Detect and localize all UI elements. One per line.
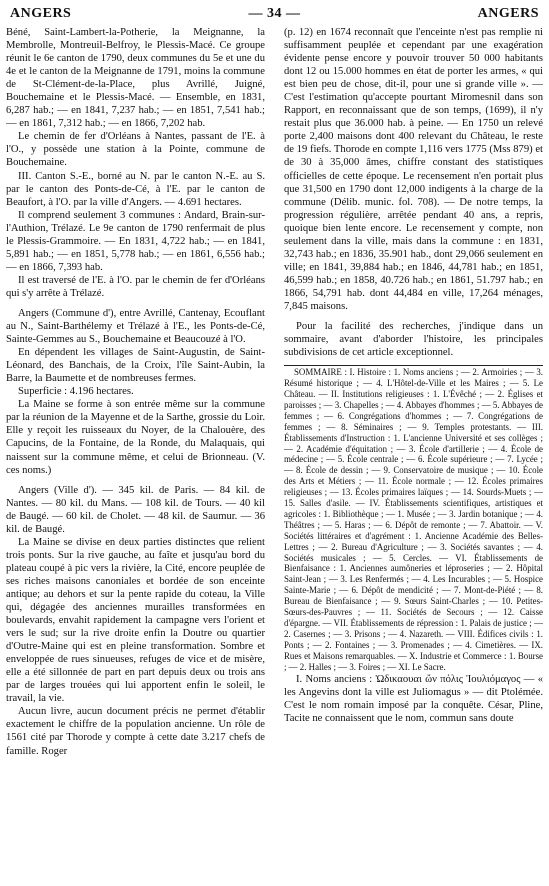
paragraph: Il comprend seulement 3 communes : Andard, Brain-sur-l'Authion, Trélazé. Le 9e canton de 1790 renfermait de plus le Plessis-Grammoire. — En 1831, 4,722 hab.; — en 1841, 5,891 hab.; — en 1851, 5,778 hab.; — en 1861, 6,556 hab.; — en 1866, 7,393 hab. — [6, 209, 265, 273]
paragraph: Superficie : 4.196 hectares. — [18, 386, 134, 398]
paragraph: Aucun livre, aucun document précis ne permet d'établir exactement le chiffre de la population ancienne. Un rôle de 1561 cité par Thorode y compte à cette date 3.217 chefs de famille. Roger — [6, 706, 265, 757]
right-column — [284, 26, 543, 882]
header-left-title: ANGERS — [10, 6, 72, 21]
paragraph: La Maine se forme à son entrée même sur la commune par la réunion de la Mayenne et de la Sarthe, grossie du Loir. Elle y reçoit les ruisseaux du Noyer, de la Chalouère, des Capucins, de la Fontaine, de la Ronde, du Malaquais, qui naissent sur la commune même, et celui de Brionneau. (V. ces noms.) — [6, 399, 265, 476]
paragraph: Il est traversé de l'E. à l'O. par le chemin de fer d'Orléans qui s'y arrête à Trélazé. — [6, 274, 265, 299]
sommaire-text: SOMMAIRE : I. Histoire : 1. Noms anciens ; — 2. Armoiries ; — 3. Résumé historique ; — 4. L'Hôtel-de-Ville et les Maires ; — 5. Le Château. — II. Institutions religieuses : 1. L'Évêché ; — 2. Églises et paroisses ; — 3. Chapelles ; — 4. Abbayes d'hommes ; — 5. Abbayes de femmes ; — 6. Congrégations d'hommes ; — 7. Congrégations de femmes ; — 8. Séminaires ; — 9. Temples protestants. — III. Établissements d'Instruction : 1. L'ancienne Université et ses collèges ; — 2. Académie d'équitation ; — 3. École d'artillerie ; — 4. École de médecine ; — 5. École centrale ; — 6. École supérieure ; — 7. Lycée ; — 8. École de dessin ; — 9. Conservatoire de musique ; — 10. École des Arts et Métiers ; — 11. École normale ; — 12. Écoles primaires religieuses ; — 13. Écoles primaires laïques ; — 14. Sourds-Muets ; — 15. Salles d'asile. — IV. Établissements scientifiques, artistiques et agricoles : 1. Bibliothèque ; — 1. Musée ; — 3. Jardin botanique ; — 4. Théâtres ; — 5. Haras ; — 6. Dépôt de remonte ; — 7. Abattoir. — V. Sociétés littéraires et d'agrément : 1. Ancienne Académie des Belles-Lettres ; — 2. Bureau d'Agriculture ; — 3. Sociétés savantes ; — 4. Sociétés musicales ; — 5. Cercles. — VI. Établissements de Bienfaisance : 1. Anciennes aumôneries et léproseries ; — 2. Hôpital Saint-Jean ; — 3. Les Renfermés ; — 4. Les Incurables ; — 5. Hospice Sainte-Marie ; — 6. Dépôt de mendicité ; — 7. Mont-de-Piété ; — 8. Bureau de Bienfaisance ; — 9. Sœurs Saint-Charles ; — 10. Petites-Sœurs-des-Pauvres ; — 11. Sociétés de Secours ; — 12. Caisse d'épargne. — VII. Établissements de répression : 1. Palais de justice ; — 2. Casernes ; — 3. Prisons ; — 4. Nazareth. — VIII. Édifices civils : 1. Ponts ; — 2. Fontaines ; — 3. Promenades ; — 4. Cimetières. — IX. Rues et Maisons remarquables. — X. Industrie et Commerce : 1. Bourse ; — 2. Halles ; — 3. Foires ; — XI. Le Sacre. — [284, 367, 543, 672]
entry-angers-commune: Angers (Commune d'), entre Avrillé, Cantenay, Ecouflant au N., Saint-Barthélemy et Trélazé à l'E., les Ponts-de-Cé, Sainte-Gemmes au S., Bouchemaine et Beaucouzé à l'O. — [6, 307, 265, 346]
header-right-title: ANGERS — [477, 6, 539, 21]
entry-angers-ville: Angers (Ville d'). — 345 kil. de Paris. — 84 kil. de Nantes. — 80 kil. du Mans. — 108 kil. de Tours. — 40 kil de Baugé. — 60 kil. de Cholet. — 48 kil. de Saumur. — 36 kil. de Baugé. — [6, 484, 265, 535]
paragraph: Pour la facilité des recherches, j'indique dans un sommaire, avant d'aborder l'histoire, les principales subdivisions de cet article exceptionnel. — [284, 321, 543, 359]
paragraph: En dépendent les villages de Saint-Augustin, de Saint-Léonard, des Banchais, de la Croix, l'île Saint-Aubin, la Barre, la Baumette et de nombreuses fermes. — [6, 347, 265, 385]
left-column — [6, 26, 265, 882]
paragraph: La Maine se divise en deux parties distinctes que relient trois ponts. Sur la rive gauche, au faîte et jusqu'au bord du plateau coupé à pic vers la rivière, la Cité, encore peuplée de ses riches maisons canoniales et bordée de son enceinte antique; au dehors et sur la pente rapide du coteau, la Ville qui, dégagée des anciennes murailles transformées en boulevards, envahit rapidement la campagne vers l'orient et vers le sud; sur la rive droite enfin la Doutre ou quartier d'Outre-Maine qui est en pleine transformation. Sombre et enveloppée de rues sinueuses, refuges de vice et de misère, elle a été sillonnée de part en part depuis deux ou trois ans par de larges trouées qui lui apportent enfin le soleil, le travail, la vie. — [6, 536, 265, 705]
page-number: — 34 — — [248, 6, 301, 21]
paragraph: Béné, Saint-Lambert-la-Potherie, la Meignanne, la Membrolle, Montreuil-Belfroy, le Plessis-Macé. Ce groupe réunit le 6e canton de 1790, deux communes du 5e et une du 4e et le canton de la Meignanne de 1791, moins la commune de St-Clément-de-la-Place, plus Avrillé, Juigné, Bouchemaine et le Plessis-Macé. — Ensemble, en 1831, 6,287 hab.; — en 1841, 7,237 hab.; — en 1851, 7,541 hab.; — en 1861, 7,312 hab.; — en 1866, 7,202 hab. — [6, 27, 265, 130]
sommaire-block — [284, 365, 543, 672]
paragraph-noms-anciens: I. Noms anciens : Ὠδικαουαι ὤν πόλις Ἰουλιόμαγος — « les Angevins dont la ville est Juliomagus » — dit Ptolémée. C'est le nom romain imposé par la conquête. César, Pline, Tacite ne connaissent que le nom, commun sans doute — [284, 673, 543, 724]
paragraph: Le chemin de fer d'Orléans à Nantes, passant de l'E. à l'O., y possède une station à la Pointe, commune de Bouchemaine. — [6, 131, 265, 169]
paragraph: III. Canton S.-E., borné au N. par le canton N.-E. au S. par le canton des Ponts-de-Cé, à l'E. par le canton de Beaufort, à l'O. par la ville d'Angers. — 4.691 hectares. — [6, 170, 265, 208]
paragraph: (p. 12) en 1674 reconnaît que l'enceinte n'est pas remplie ni suffisamment peuplée et cependant par une exagération évidente pense encore y pouvoir trouver 50 000 habitants dont 12 ou 15.000 hommes en état de porter les armes, « qui est bien peu de chose, dit-il, pour une si grande ville ». — C'est l'estimation qu'accepte pourtant Miromesnil dans son Rapport, en reconnaissant que de son temps, (1699), il n'y restait plus que 36.000 hab. à peine. — En 1750 un relevé porte 2,400 maisons dont 400 relevant du Château, le reste de 19 fiefs. Thorode en compte 1,116 vers 1775 (Mss 879) et de 30 à 35,000 âmes, chiffre constant des statistiques officielles de cette époque. Le recensement n'en portait plus que 31,500 en 1790 dont 12,000 indigents à la charge de la commune (Délib. munic. fol. 708). — De notre temps, la progression régulière, arrêtée pendant 40 ans, a repris, quoique bien lente encore. Le recensement y compte, non seulement dans la ville, mais dans la commune : en 1831, 32,743 hab.; en 1836, 35.901 hab., dont 29,066 seulement en ville; en 1841, 39,884 hab.; en 1846, 44,781 hab.; en 1851, 46,599 hab.; en 1858, 40.726 hab.; en 1861, 51.797 hab.; en 1866, 54,791 hab. dont 44,484 en ville, 17,264 ménages, 7,845 maisons. — [284, 27, 543, 312]
running-header — [10, 6, 539, 22]
